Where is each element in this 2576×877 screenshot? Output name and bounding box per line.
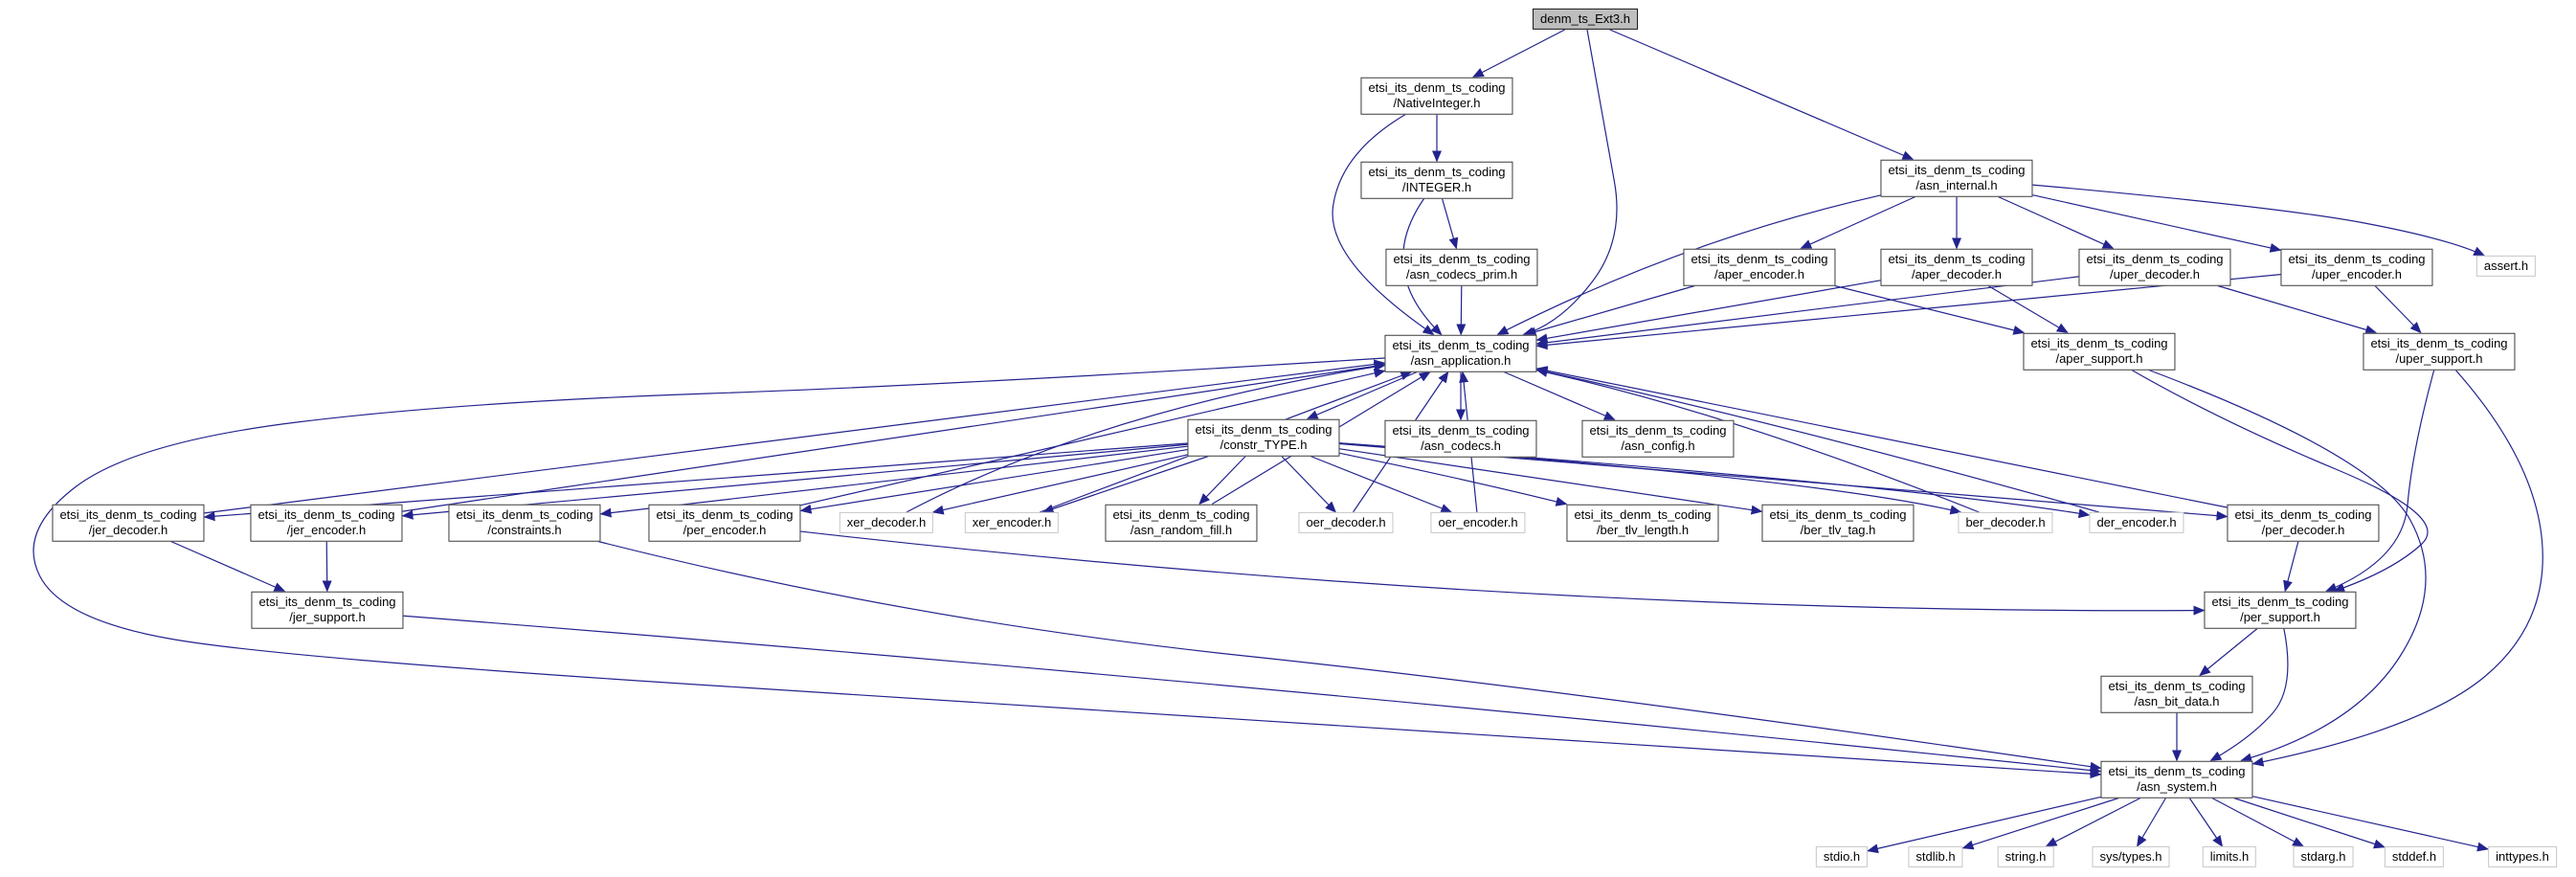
edge-INTEGER-to-asn_codecs_prim [1443,199,1457,249]
edge-constr_TYPE-to-ber_tlv_tag [1340,449,1762,511]
graph-node-jer_support[interactable] [251,592,403,629]
graph-node-label: etsi_its_denm_ts_coding [1888,162,2026,177]
graph-node-label: /per_decoder.h [2261,523,2345,537]
graph-node-label: etsi_its_denm_ts_coding [1574,506,1712,522]
graph-node-uper_encoder[interactable] [2280,249,2432,286]
graph-node-label: etsi_its_denm_ts_coding [258,506,395,522]
graph-node-asn_bit_data[interactable] [2100,676,2252,713]
graph-node-jer_encoder[interactable] [250,505,402,542]
edge-asn_system-to-stddef [2234,798,2385,847]
graph-node-label: /asn_bit_data.h [2134,694,2220,708]
graph-node-label: xer_decoder.h [846,514,927,529]
graph-node-label: /constraints.h [487,523,562,537]
graph-node-oer_decoder [1298,512,1393,533]
graph-node-stdio [1816,846,1868,867]
edge-asn_internal-to-aper_encoder [1801,197,1915,249]
graph-node-der_encoder [2089,512,2184,533]
graph-node-label: stdio.h [1823,848,1861,864]
graph-node-label: etsi_its_denm_ts_coding [456,506,594,522]
edge-asn_system-to-limits [2189,798,2222,847]
graph-node-label: stdlib.h [1915,848,1956,864]
graph-node-xer_decoder [840,512,933,533]
edge-asn_internal-to-uper_decoder [1998,197,2113,249]
edge-jer_decoder-to-jer_support [171,542,285,592]
graph-node-label: etsi_its_denm_ts_coding [1691,251,1828,266]
edge-asn_system-to-inttypes [2253,797,2489,849]
edge-asn_application-to-asn_config [1504,372,1615,420]
graph-node-label: /jer_encoder.h [286,523,367,537]
graph-node-label: /constr_TYPE.h [1220,438,1308,452]
graph-node-label: etsi_its_denm_ts_coding [1368,164,1506,179]
graph-node-label: etsi_its_denm_ts_coding [2234,506,2372,522]
graph-node-label: /asn_config.h [1621,438,1695,453]
graph-node-NativeInteger[interactable] [1360,78,1512,115]
edge-per_decoder-to-per_support [2285,542,2298,592]
graph-node-ber_tlv_length[interactable] [1566,505,1718,542]
graph-node-aper_support[interactable] [2023,333,2175,371]
graph-node-label: sys/types.h [2099,848,2162,864]
graph-node-label: /aper_decoder.h [1912,267,2002,281]
graph-node-assert_h [2476,256,2536,277]
graph-node-ber_tlv_tag[interactable] [1761,505,1914,542]
graph-node-label: oer_decoder.h [1306,514,1386,529]
graph-node-per_decoder[interactable] [2227,505,2379,542]
graph-node-label: /ber_tlv_tag.h [1800,523,1876,537]
edge-uper_decoder-to-asn_application [1537,277,2079,344]
graph-node-label: xer_encoder.h [972,514,1052,529]
graph-node-label: /uper_support.h [2395,351,2483,366]
edge-jer_support-to-asn_system [404,616,2101,771]
edge-asn_application-to-constr_TYPE [1308,372,1418,419]
edge-aper_decoder-to-aper_support [1988,286,2068,333]
graph-node-label: /uper_decoder.h [2110,267,2200,281]
graph-node-asn_codecs_prim[interactable] [1385,249,1537,286]
graph-node-asn_application[interactable] [1384,335,1536,372]
edge-uper_support-to-asn_system [2253,371,2543,764]
graph-node-stddef [2385,846,2444,867]
graph-node-label: etsi_its_denm_ts_coding [656,506,794,522]
graph-node-aper_encoder[interactable] [1683,249,1835,286]
graph-node-label: /asn_codecs.h [1421,438,1501,453]
graph-node-label: denm_ts_Ext3.h [1540,11,1630,26]
graph-node-label: etsi_its_denm_ts_coding [1888,251,2026,266]
edge-uper_decoder-to-uper_support [2218,286,2376,333]
edge-aper_decoder-to-asn_application [1537,281,1881,340]
edge-root-to-asn_application [1523,30,1617,335]
graph-node-jer_decoder[interactable] [52,505,204,542]
graph-node-label: etsi_its_denm_ts_coding [2108,763,2246,778]
graph-node-label: string.h [2005,848,2047,864]
graph-node-label: etsi_its_denm_ts_coding [1392,422,1530,438]
edge-aper_encoder-to-aper_support [1835,286,2025,333]
edge-NativeInteger-to-asn_application [1333,115,1434,335]
edge-per_support-to-asn_bit_data [2200,629,2257,676]
edge-uper_support-to-per_support [2326,371,2434,592]
graph-node-constraints[interactable] [448,505,600,542]
edge-constr_TYPE-to-asn_random_fill [1199,457,1245,505]
graph-node-label: etsi_its_denm_ts_coding [2288,251,2426,266]
graph-node-label: der_encoder.h [2096,514,2177,529]
edge-constr_TYPE-to-per_encoder [801,450,1188,511]
graph-node-asn_system[interactable] [2100,761,2252,798]
graph-node-label: /asn_application.h [1410,353,1512,368]
graph-node-label: limits.h [2209,848,2250,864]
graph-node-xer_encoder [965,512,1059,533]
graph-node-label: /NativeInteger.h [1393,96,1481,110]
graph-node-label: assert.h [2483,258,2529,273]
graph-node-label: /jer_decoder.h [88,523,168,537]
edge-asn_system-to-string [2046,798,2140,847]
graph-node-string [1998,846,2054,867]
graph-node-label: /per_encoder.h [683,523,767,537]
edge-per_encoder-to-per_support [801,531,2205,611]
graph-node-sys_types [2092,846,2169,867]
edge-jer_encoder-to-jer_support [326,542,327,592]
graph-node-label: /per_support.h [2240,610,2320,624]
graph-node-root[interactable] [1533,9,1638,30]
graph-node-aper_decoder[interactable] [1880,249,2032,286]
graph-node-label: /ber_tlv_length.h [1596,523,1690,537]
graph-node-INTEGER[interactable] [1360,162,1512,199]
graph-node-uper_decoder[interactable] [2078,249,2230,286]
edge-root-to-asn_internal [1610,30,1914,160]
edge-constr_TYPE-to-ber_tlv_length [1340,453,1567,504]
graph-node-label: etsi_its_denm_ts_coding [2211,594,2349,609]
graph-node-stdlib [1908,846,1962,867]
graph-node-asn_config[interactable] [1581,420,1734,458]
edge-aper_support-to-per_support [2132,371,2428,592]
edge-asn_internal-to-uper_encoder [2033,195,2281,251]
graph-node-label: /asn_random_fill.h [1130,523,1233,537]
graph-node-label: ber_decoder.h [1965,514,2046,529]
graph-node-label: etsi_its_denm_ts_coding [59,506,197,522]
graph-node-label: etsi_its_denm_ts_coding [1112,506,1250,522]
graph-node-label: /aper_support.h [2055,351,2143,366]
graph-node-label: etsi_its_denm_ts_coding [2108,678,2246,693]
graph-node-label: etsi_its_denm_ts_coding [1195,421,1333,437]
graph-node-label: /uper_encoder.h [2312,267,2402,281]
graph-node-label: etsi_its_denm_ts_coding [258,594,396,609]
graph-node-label: etsi_its_denm_ts_coding [1589,422,1727,438]
graph-node-label: /asn_internal.h [1915,178,1998,192]
edge-constr_TYPE-to-oer_decoder [1282,457,1336,513]
edge-asn_system-to-stdio [1868,797,2101,850]
edge-constr_TYPE-to-oer_encoder [1310,457,1451,513]
graph-node-asn_random_fill[interactable] [1105,505,1257,542]
graph-node-label: /INTEGER.h [1401,180,1472,194]
graph-node-stdarg [2294,846,2354,867]
graph-node-uper_support[interactable] [2363,333,2515,371]
graph-node-label: etsi_its_denm_ts_coding [2086,251,2224,266]
graph-node-label: etsi_its_denm_ts_coding [1769,506,1907,522]
edge-root-to-NativeInteger [1473,30,1565,78]
graph-node-label: etsi_its_denm_ts_coding [1392,337,1530,352]
graph-node-asn_internal[interactable] [1880,160,2032,197]
graph-node-constr_TYPE[interactable] [1187,419,1339,457]
graph-node-label: /asn_system.h [2137,779,2217,794]
graph-node-ber_decoder [1958,512,2052,533]
graph-node-oer_encoder [1430,512,1525,533]
edge-constraints-to-asn_system [598,542,2101,769]
edge-asn_system-to-sys_types [2138,798,2166,847]
graph-node-label: etsi_its_denm_ts_coding [2030,335,2168,350]
graph-node-label: oer_encoder.h [1438,514,1518,529]
graph-node-label: stddef.h [2391,848,2437,864]
edge-uper_encoder-to-uper_support [2375,286,2421,333]
graph-node-label: etsi_its_denm_ts_coding [1393,251,1531,266]
graph-node-asn_codecs[interactable] [1384,420,1536,458]
graph-node-per_encoder[interactable] [648,505,800,542]
graph-node-label: inttypes.h [2496,848,2549,864]
graph-node-label: stdarg.h [2300,848,2346,864]
graph-node-label: etsi_its_denm_ts_coding [2370,335,2508,350]
edge-asn_application-to-asn_system [34,358,2101,775]
graph-node-per_support[interactable] [2204,592,2356,629]
graph-node-limits [2203,846,2256,867]
graph-node-label: /jer_support.h [289,610,366,624]
graph-node-inttypes [2488,846,2557,867]
graph-node-label: /aper_encoder.h [1714,267,1804,281]
graph-node-label: etsi_its_denm_ts_coding [1368,79,1506,95]
graph-node-label: /asn_codecs_prim.h [1405,267,1518,281]
edge-asn_codecs_prim-to-asn_application [1461,286,1462,335]
